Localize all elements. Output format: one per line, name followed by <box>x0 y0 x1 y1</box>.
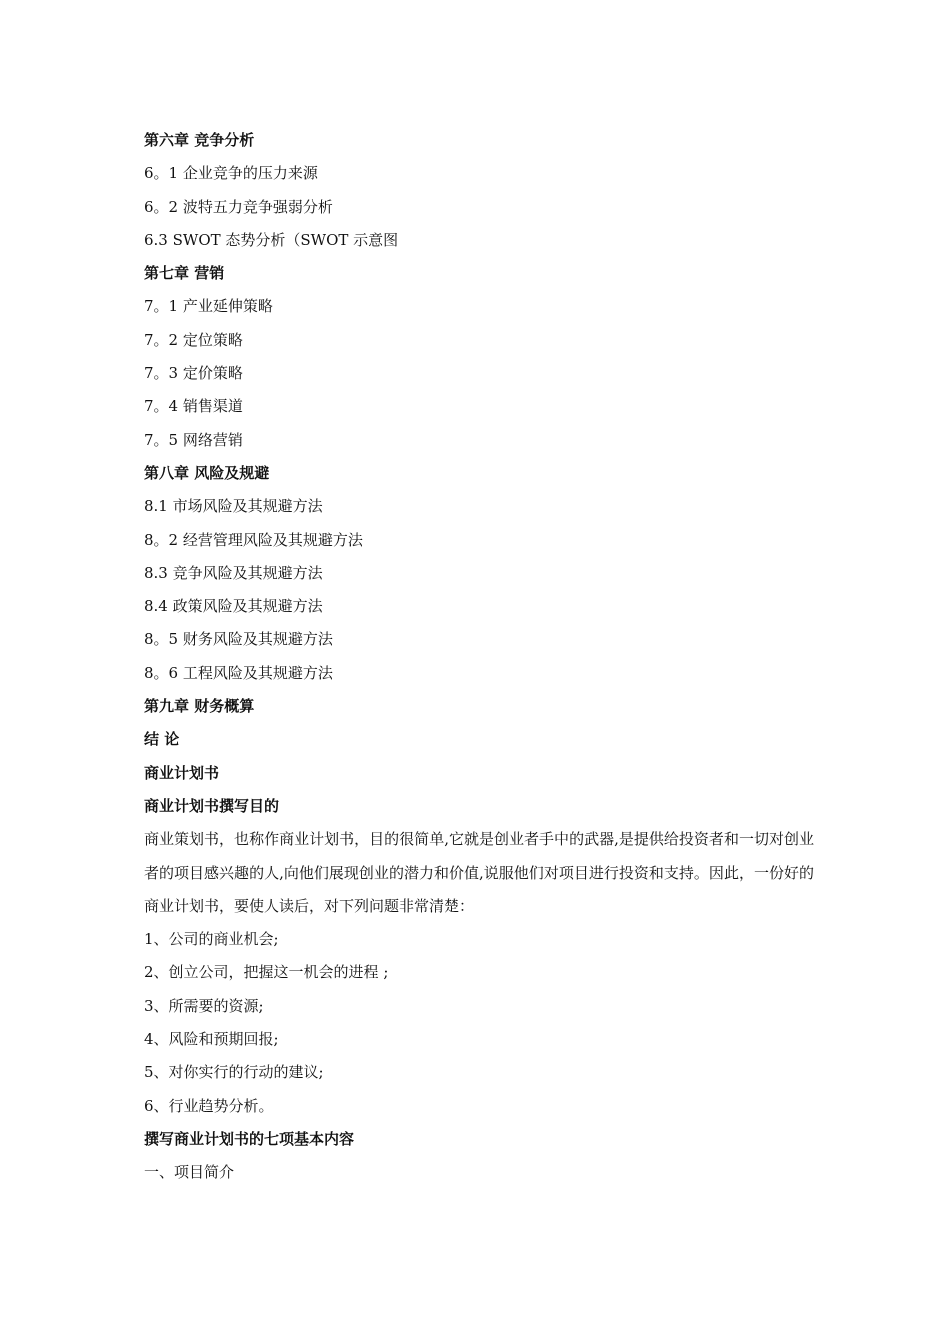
toc-item-6-1: 6。1 企业竞争的压力来源 <box>144 164 318 183</box>
toc-item-8-3: 8.3 竞争风险及其规避方法 <box>144 563 323 582</box>
toc-item-7-1: 7。1 产业延伸策略 <box>144 297 273 316</box>
document-body <box>144 124 814 1190</box>
list-item-1: 1、公司的商业机会; <box>144 930 279 949</box>
toc-item-8-5: 8。5 财务风险及其规避方法 <box>144 630 333 649</box>
seven-contents-heading: 撰写商业计划书的七项基本内容 <box>144 1129 355 1148</box>
toc-item-8-6: 8。6 工程风险及其规避方法 <box>144 663 333 682</box>
toc-item-7-3: 7。3 定价策略 <box>144 364 243 383</box>
list-item-5: 5、对你实行的行动的建议; <box>144 1063 324 1082</box>
list-item-6: 6、行业趋势分析。 <box>144 1096 274 1115</box>
list-item-4: 4、风险和预期回报; <box>144 1030 279 1049</box>
toc-item-8-1: 8.1 市场风险及其规避方法 <box>144 497 323 516</box>
chapter-7-heading: 第七章 营销 <box>144 264 225 283</box>
purpose-heading: 商业计划书撰写目的 <box>144 796 280 815</box>
toc-item-7-5: 7。5 网络营销 <box>144 430 243 449</box>
toc-item-7-2: 7。2 定位策略 <box>144 330 243 349</box>
toc-item-8-2: 8。2 经营管理风险及其规避方法 <box>144 530 363 549</box>
toc-item-6-2: 6。2 波特五力竞争强弱分析 <box>144 197 333 216</box>
purpose-paragraph: 商业策划书，也称作商业计划书，目的很简单,它就是创业者手中的武器,是提供给投资者和一切对创业者的项目感兴趣的人,向他们展现创业的潜力和价值,说服他们对项目进行投资和支持。因此，一份好的商业计划书，要使人读后，对下列问题非常清楚： <box>144 830 814 915</box>
chapter-8-heading: 第八章 风险及规避 <box>144 463 270 482</box>
project-intro-item: 一、项目简介 <box>144 1163 235 1182</box>
toc-item-6-3: 6.3 SWOT 态势分析（SWOT 示意图 <box>144 230 399 249</box>
list-item-3: 3、所需要的资源; <box>144 996 264 1015</box>
toc-item-7-4: 7。4 销售渠道 <box>144 397 243 416</box>
chapter-9-heading: 第九章 财务概算 <box>144 697 255 716</box>
toc-item-8-4: 8.4 政策风险及其规避方法 <box>144 597 323 616</box>
chapter-6-heading: 第六章 竞争分析 <box>144 131 255 149</box>
list-item-2: 2、创立公司，把握这一机会的进程 ; <box>144 963 389 982</box>
conclusion-heading: 结 论 <box>144 730 180 749</box>
business-plan-heading: 商业计划书 <box>144 763 220 782</box>
